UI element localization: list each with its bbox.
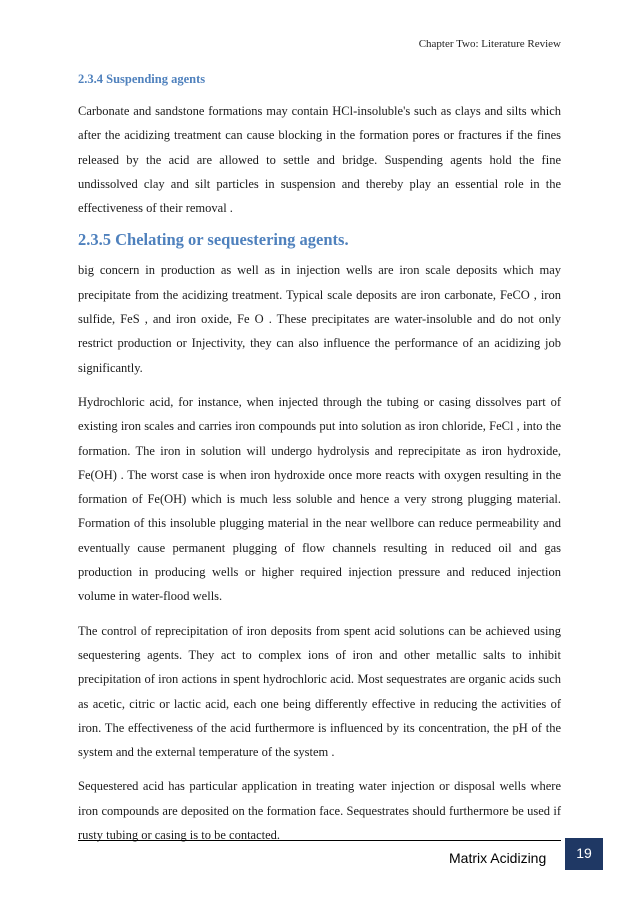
paragraph: Sequestered acid has particular application in treating water injection or disposal wells where iron compounds are deposited on the formation face. Sequestrates should furthermore be used if rusty tubing or casing is to be contacted. bbox=[78, 779, 561, 843]
section-heading-suspending-agents: 2.3.4 Suspending agents bbox=[78, 72, 206, 86]
paragraph: The control of reprecipitation of iron deposits from spent acid solutions can be achieved using sequestering agents. They act to complex ions of iron and other metallic salts to inhibit precipitation of iron actions in spent hydrochloric acid. Most sequestrates are organic acids such as acetic, citric or lactic acid, each one being differently effective in reducing the activities of iron. The effectiveness of the acid furthermore is influenced by its concentration, the pH of the system and the external temperature of the system . bbox=[78, 623, 561, 760]
paragraph: big concern in production as well as in injection wells are iron scale deposits which may precipitate from the acidizing treatment. Typical scale deposits are iron carbonate, FeCO , iron sulfide, FeS , and iron oxide, Fe O . These precipitates are water-insoluble and do not only restrict production or Injectivity, they can also influence the performance of an acidizing job significantly. bbox=[78, 263, 561, 375]
page-body bbox=[78, 72, 561, 857]
page-number: 19 bbox=[565, 838, 603, 870]
paragraph: Carbonate and sandstone formations may contain HCl-insoluble's such as clays and silts which after the acidizing treatment can cause blocking in the formation pores or fractures if the fines released by the acid are allowed to settle and bridge. Suspending agents hold the fine undissolved clay and silt particles in suspension and thereby play an essential role in the effectiveness of their removal . bbox=[78, 104, 561, 216]
footer-divider bbox=[78, 840, 561, 841]
footer-title: Matrix Acidizing bbox=[449, 850, 547, 866]
section-heading-chelating-agents: 2.3.5 Chelating or sequestering agents. bbox=[78, 230, 349, 250]
paragraph: Hydrochloric acid, for instance, when injected through the tubing or casing dissolves part of existing iron scales and carries iron compounds put into solution as iron chloride, FeCl , into the formation. The iron in solution will undergo hydrolysis and reprecipitate as iron hydroxide, Fe(OH) . The worst case is when iron hydroxide once more reacts with oxygen resulting in the formation of Fe(OH) which is much less soluble and hence a very strong plugging material. Formation of this insoluble plugging material in the near wellbore can reduce permeability and eventually cause permanent plugging of flow channels resulting in reduced oil and gas production in producing wells or higher required injection pressure and reduced injection volume in water-flood wells. bbox=[78, 394, 561, 604]
running-header: Chapter Two: Literature Review bbox=[418, 38, 561, 50]
